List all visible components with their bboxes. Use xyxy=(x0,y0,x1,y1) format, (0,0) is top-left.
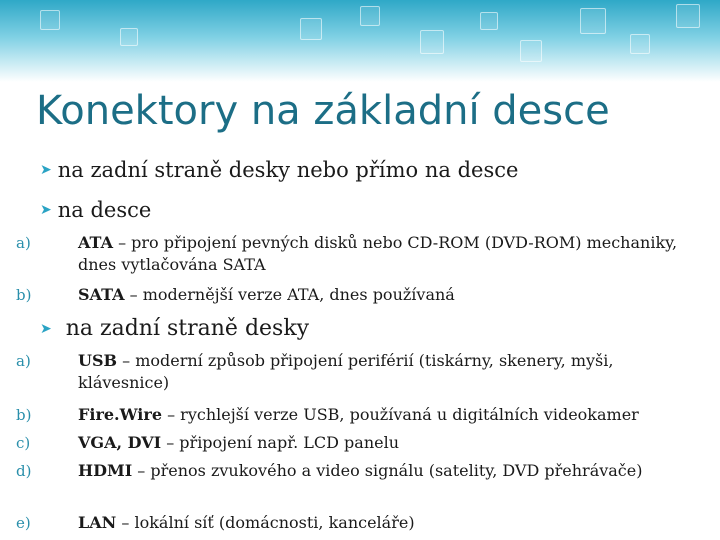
description: – připojení např. LCD panelu xyxy=(161,433,400,452)
list-item-text xyxy=(78,404,690,426)
list-marker: e) xyxy=(16,514,31,532)
list-marker: d) xyxy=(16,462,32,480)
arrow-bullet-icon: ➤ xyxy=(40,162,52,178)
description: – rychlejší verze USB, používaná u digitálních videokamer xyxy=(162,405,639,424)
term: VGA, DVI xyxy=(78,433,162,452)
description: – moderní způsob připojení periférií (tiskárny, skenery, myši, klávesnice) xyxy=(78,351,614,392)
decor-tile xyxy=(630,34,650,54)
description: – pro připojení pevných disků nebo CD-ROM (DVD-ROM) mechaniky, dnes vytlačována SATA xyxy=(78,233,678,274)
term: ATA xyxy=(78,233,113,252)
decor-tile xyxy=(360,6,380,26)
list-item-text xyxy=(78,512,690,534)
term: HDMI xyxy=(78,461,133,480)
bullet-item xyxy=(40,198,151,222)
description: – přenos zvukového a video signálu (satelity, DVD přehrávače) xyxy=(132,461,643,480)
list-marker: c) xyxy=(16,434,31,452)
decor-tile xyxy=(480,12,498,30)
description: – lokální síť (domácnosti, kanceláře) xyxy=(116,513,415,532)
decor-tile xyxy=(120,28,138,46)
list-item-text xyxy=(78,284,690,306)
list-marker: b) xyxy=(16,286,32,304)
decor-tile xyxy=(520,40,542,62)
list-item-text xyxy=(78,232,690,276)
list-item-text xyxy=(78,432,690,454)
term: USB xyxy=(78,351,118,370)
bullet-text: na desce xyxy=(57,198,152,222)
description: – modernější verze ATA, dnes používaná xyxy=(124,285,455,304)
header-band xyxy=(0,0,720,82)
bullet-item xyxy=(40,158,518,182)
list-item-text xyxy=(78,460,690,482)
decor-tile xyxy=(676,4,700,28)
bullet-text: na zadní straně desky nebo přímo na desce xyxy=(57,158,519,182)
list-marker: a) xyxy=(16,352,31,370)
list-marker: a) xyxy=(16,234,31,252)
decor-tile xyxy=(40,10,60,30)
page-title: Konektory na základní desce xyxy=(36,88,610,134)
decor-tile xyxy=(420,30,444,54)
arrow-bullet-icon: ➤ xyxy=(40,320,52,337)
bullet-text: na zadní straně desky xyxy=(65,316,310,341)
list-marker: b) xyxy=(16,406,32,424)
term: SATA xyxy=(78,285,125,304)
decor-tile xyxy=(300,18,322,40)
term: Fire.Wire xyxy=(78,405,162,424)
bullet-item xyxy=(40,316,309,341)
list-item-text xyxy=(78,350,690,394)
term: LAN xyxy=(78,513,117,532)
decor-tile xyxy=(580,8,606,34)
arrow-bullet-icon: ➤ xyxy=(40,202,52,218)
